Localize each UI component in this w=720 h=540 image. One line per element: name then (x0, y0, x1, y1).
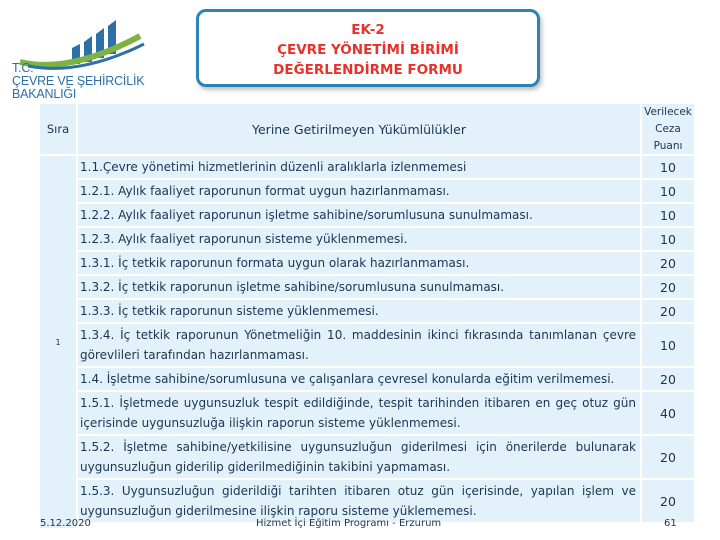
header-sira: Sıra (40, 104, 76, 154)
obligation-text: 1.5.2. İşletme sahibine/yetkilisine uygunsuzluğun giderilmesi için önerilerde bulunarak uygunsuzluğun giderilip giderilmediğinin takibini yapmaması. (78, 436, 640, 478)
obligation-text: 1.2.3. Aylık faaliyet raporunun sisteme yüklenmemesi. (78, 228, 640, 250)
penalty-points: 20 (642, 436, 694, 478)
obligation-text: 1.4. İşletme sahibine/sorumlusuna ve çalışanlara çevresel konularda eğitim verilmemesi. (78, 368, 640, 390)
obligation-text: 1.3.2. İç tetkik raporunun işletme sahibine/sorumlusuna sunulmaması. (78, 276, 640, 298)
table-row (78, 480, 694, 522)
row-number: 1 (55, 337, 61, 347)
form-title-box (196, 9, 540, 87)
penalty-points: 10 (642, 156, 694, 178)
ministry-name (12, 62, 162, 101)
obligation-text: 1.2.1. Aylık faaliyet raporunun format uygun hazırlanmaması. (78, 180, 640, 202)
penalty-points: 20 (642, 300, 694, 322)
obligation-text: 1.5.3. Uygunsuzluğun giderildiği tarihten itibaren otuz gün içerisinde, yapılan işlem ve uygunsuzluğun giderilmesine ilişkin raporu sisteme yüklememesi. (78, 480, 640, 522)
table-row (78, 392, 694, 434)
table-row (78, 436, 694, 478)
table-row (78, 324, 694, 366)
title-form: DEĞERLENDİRME FORMU (273, 62, 463, 78)
table-row (78, 228, 694, 250)
row-number-cell (40, 156, 76, 528)
footer-date: 5.12.2020 (40, 518, 91, 529)
obligation-text: 1.5.1. İşletmede uygunsuzluk tespit edildiğinde, tespit tarihinden itibaren en geç otuz gün içerisinde uygunsuzluğa ilişkin raporun sisteme yüklenmemesi. (78, 392, 640, 434)
logo-line-tc: T.C. (12, 61, 34, 75)
table-row (78, 276, 694, 298)
header-points-line-2: Ceza (655, 122, 681, 135)
penalty-points: 40 (642, 392, 694, 434)
obligations-table (78, 156, 694, 524)
table-row (78, 204, 694, 226)
penalty-points: 10 (642, 228, 694, 250)
table-row (78, 300, 694, 322)
header-penalty-points (642, 104, 694, 154)
table-row (78, 156, 694, 178)
header-points-line-1: Verilecek (644, 105, 692, 118)
page-number: 61 (664, 518, 677, 529)
footer-program: Hizmet İçi Eğitim Programı - Erzurum (256, 518, 442, 529)
title-annex: EK-2 (351, 22, 385, 38)
table-row (78, 180, 694, 202)
penalty-points: 10 (642, 180, 694, 202)
penalty-points: 20 (642, 368, 694, 390)
penalty-points: 20 (642, 252, 694, 274)
obligation-text: 1.2.2. Aylık faaliyet raporunun işletme sahibine/sorumlusuna sunulmaması. (78, 204, 640, 226)
penalty-points: 10 (642, 204, 694, 226)
penalty-points: 10 (642, 324, 694, 366)
penalty-points: 20 (642, 480, 694, 522)
obligation-text: 1.1.Çevre yönetimi hizmetlerinin düzenli aralıklarla izlenmemesi (78, 156, 640, 178)
obligation-text: 1.3.3. İç tetkik raporunun sisteme yüklenmemesi. (78, 300, 640, 322)
obligation-text: 1.3.4. İç tetkik raporunun Yönetmeliğin 10. maddesinin ikinci fıkrasında tanımlanan çevre görevlileri tarafından hazırlanmaması. (78, 324, 640, 366)
table-row (78, 252, 694, 274)
obligation-text: 1.3.1. İç tetkik raporunun formata uygun olarak hazırlanmaması. (78, 252, 640, 274)
table-row (78, 368, 694, 390)
penalty-points: 20 (642, 276, 694, 298)
logo-line-ministry: ÇEVRE VE ŞEHİRCİLİK (12, 74, 145, 88)
title-unit: ÇEVRE YÖNETİMİ BİRİMİ (277, 42, 459, 58)
header-obligations: Yerine Getirilmeyen Yükümlülükler (78, 104, 640, 154)
header-points-line-3: Puanı (653, 139, 683, 152)
logo-line-bakanligi: BAKANLIĞI (12, 87, 77, 101)
